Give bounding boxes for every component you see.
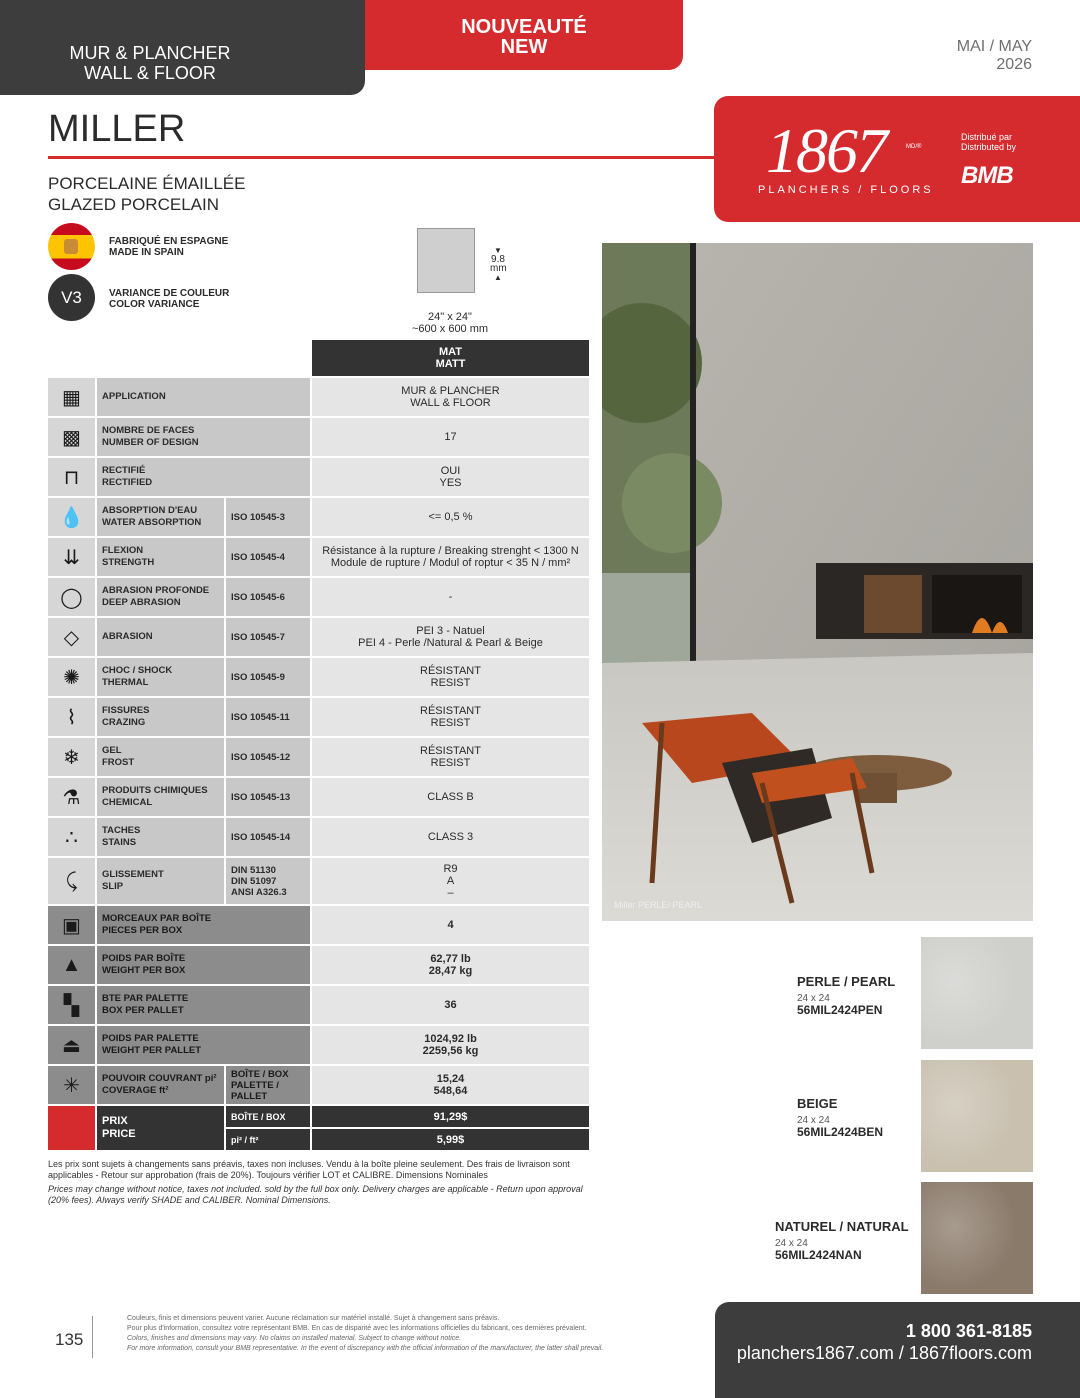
- new-badge: [365, 0, 683, 70]
- chemical-icon: ⚗: [48, 778, 97, 818]
- price-label-fr: PRIX: [102, 1115, 128, 1127]
- spec-value-2: YES: [439, 477, 462, 489]
- spec-label-fr: CHOC / SHOCK: [102, 665, 173, 676]
- badge-fr: NOUVEAUTÉ: [461, 16, 587, 38]
- spec-label: [97, 418, 310, 458]
- date-month: MAI / MAY: [956, 38, 1032, 55]
- tile-grid-icon: ▦: [48, 378, 97, 418]
- type-fr: PORCELAINE ÉMAILLÉE: [48, 174, 246, 193]
- coverage-units: [224, 1066, 310, 1106]
- spec-value: [310, 658, 589, 698]
- price-unit-sqft: pi² / ft²: [224, 1129, 310, 1152]
- swatch-code: 56MIL2424PEN: [797, 1003, 883, 1017]
- spec-label: [97, 578, 224, 618]
- packing-label-fr: POIDS PAR PALETTE: [102, 1033, 199, 1044]
- spec-standard: ISO 10545-14: [224, 818, 310, 858]
- contact-block: [715, 1302, 1080, 1398]
- weight-icon: ▲: [48, 946, 97, 986]
- spec-label-en: WATER ABSORPTION: [102, 517, 202, 528]
- packing-label-fr: POIDS PAR BOÎTE: [102, 953, 186, 964]
- deep-abrasion-icon: ◯: [48, 578, 97, 618]
- swatch-size: 24 x 24: [797, 993, 830, 1004]
- spec-label-en: RECTIFIED: [102, 477, 153, 488]
- swatch-code: 56MIL2424NAN: [775, 1248, 862, 1262]
- packing-row: [48, 986, 589, 1026]
- spec-label-fr: FLEXION: [102, 545, 144, 556]
- spec-label-fr: ABRASION: [102, 631, 153, 642]
- snowflake-icon: ❄: [48, 738, 97, 778]
- distributed-fr: Distribué par: [961, 132, 1013, 142]
- category-en: WALL & FLOOR: [84, 63, 216, 83]
- packing-value-1: 36: [444, 999, 457, 1011]
- brand-tagline: PLANCHERS / FLOORS: [758, 184, 934, 196]
- spec-value: [310, 818, 589, 858]
- price-label: [97, 1106, 224, 1152]
- coverage-unit-pallet: PALETTE / PALLET: [231, 1079, 279, 1102]
- spec-row: [48, 578, 589, 618]
- spec-value: [310, 738, 589, 778]
- price-notes: [48, 1159, 593, 1206]
- issue-date: [957, 38, 1032, 74]
- spec-row: [48, 818, 589, 858]
- spec-standard: ISO 10545-4: [224, 538, 310, 578]
- distributed-by: [961, 132, 1016, 152]
- spec-label-en: THERMAL: [102, 677, 149, 688]
- slip-icon: ⤹: [48, 858, 97, 906]
- spec-row: [48, 498, 589, 538]
- spec-value-2: WALL & FLOOR: [410, 397, 491, 409]
- boxes-icon: ▣: [48, 906, 97, 946]
- tile-shape-icon: [417, 228, 475, 293]
- price-row: [48, 1106, 589, 1129]
- disclaimer-en1: Colors, finishes and dimensions may vary. No claims on installed material. Subject to change without notice.: [127, 1335, 462, 1342]
- spec-value-1: Résistance à la rupture / Breaking strenght < 1300 N: [322, 545, 579, 557]
- product-type: [48, 173, 245, 215]
- spec-label-en: NUMBER OF DESIGN: [102, 437, 199, 448]
- spec-label: [97, 538, 224, 578]
- coverage-row: [48, 1066, 589, 1106]
- packing-label: [97, 946, 310, 986]
- spec-label-fr: NOMBRE DE FACES: [102, 425, 195, 436]
- price-label-en: PRICE: [102, 1128, 136, 1140]
- footer-disclaimer: [127, 1314, 667, 1354]
- packing-label-en: WEIGHT PER BOX: [102, 965, 186, 976]
- packing-label: [97, 1026, 310, 1066]
- disclaimer-fr1: Couleurs, finis et dimensions peuvent varier. Aucune réclamation sur matériel installé. Sujet à changement sans préavis.: [127, 1315, 500, 1322]
- finish-fr: MAT: [438, 346, 462, 358]
- spain-flag-icon: [48, 223, 95, 270]
- swatch-size: 24 x 24: [775, 1238, 808, 1249]
- packing-value: [310, 1026, 589, 1066]
- spec-value: [310, 458, 589, 498]
- variance-fr: VARIANCE DE COULEUR: [109, 288, 230, 299]
- spec-value-1: CLASS B: [427, 791, 474, 803]
- crazing-icon: ⌇: [48, 698, 97, 738]
- diamond-icon: ◇: [48, 618, 97, 658]
- origin-en: MADE IN SPAIN: [109, 247, 184, 258]
- spec-value: [310, 378, 589, 418]
- spec-value-2: RESIST: [430, 677, 471, 689]
- slip-standard: DIN 51130: [231, 864, 276, 876]
- spec-label: [97, 378, 310, 418]
- brand-trademark: MD/®: [906, 144, 922, 150]
- spec-row: [48, 378, 589, 418]
- swatch-beige: [921, 1060, 1033, 1172]
- spec-standard: ISO 10545-6: [224, 578, 310, 618]
- disclaimer-en2: For more information, consult your BMB representative. In the event of discrepancy with the official information of the manufacturer, the latter shall prevail.: [127, 1345, 604, 1352]
- swatch-info-pearl: [797, 974, 895, 1017]
- distributed-en: Distributed by: [961, 142, 1017, 152]
- spec-table: [48, 340, 589, 1152]
- packing-label-fr: MORCEAUX PAR BOÎTE: [102, 913, 212, 924]
- spec-row: [48, 658, 589, 698]
- date-year: 2026: [996, 56, 1032, 73]
- product-title: MILLER: [48, 108, 186, 150]
- spec-label: [97, 618, 224, 658]
- flexion-icon: ⇊: [48, 538, 97, 578]
- spec-label: [97, 818, 224, 858]
- packing-value: [310, 986, 589, 1026]
- category-fr: MUR & PLANCHER: [69, 43, 231, 63]
- spec-standard: [224, 858, 310, 906]
- packing-value-1: 62,77 lb: [430, 953, 471, 965]
- disclaimer-fr2: Pour plus d'information, consultez votre représentant BMB. En cas de disparité avec les informations officielles du fabricant, ces dernières prévalent.: [127, 1325, 587, 1332]
- spec-standard: ISO 10545-7: [224, 618, 310, 658]
- thickness-value: 9.8: [491, 254, 505, 265]
- spec-label: [97, 738, 224, 778]
- spec-value-1: <= 0,5 %: [428, 511, 473, 523]
- packing-label: [97, 986, 310, 1026]
- spec-label-en: CHEMICAL: [102, 797, 153, 808]
- spec-value-1: RÉSISTANT: [420, 665, 481, 677]
- number-faces-icon: ▩: [48, 418, 97, 458]
- spec-value-1: -: [448, 591, 453, 603]
- rectified-icon: ⊓: [48, 458, 97, 498]
- spec-value-2: RESIST: [430, 757, 471, 769]
- spec-value: [310, 858, 589, 906]
- room-photo: [602, 243, 1033, 921]
- size-inches: 24" x 24": [428, 311, 472, 323]
- swatch-code: 56MIL2424BEN: [797, 1125, 884, 1139]
- spec-value: [310, 538, 589, 578]
- spec-value-2: Module de rupture / Modul of roptur < 35 N / mm²: [330, 557, 571, 569]
- price-unit-box: BOÎTE / BOX: [224, 1106, 310, 1129]
- website-link[interactable]: planchers1867.com / 1867floors.com: [736, 1343, 1032, 1363]
- swatch-info-natural: [775, 1219, 909, 1262]
- variance-badge: V3: [48, 274, 95, 321]
- origin-fr: FABRIQUÉ EN ESPAGNE: [109, 236, 229, 247]
- pallet-weight-icon: ⏏: [48, 1026, 97, 1066]
- coverage-label-fr: POUVOIR COUVRANT pi²: [102, 1073, 217, 1084]
- packing-row: [48, 946, 589, 986]
- notes-en: Prices may change without notice, taxes not included. sold by the full box only. Delivery charges are applicable - Return upon approval (20% fees). Always verify SHADE and CALIBER. Nominal Dimensions.: [48, 1184, 583, 1205]
- phone-number[interactable]: 1 800 361-8185: [905, 1321, 1032, 1341]
- spec-value: [310, 698, 589, 738]
- coverage-icon: ✳: [48, 1066, 97, 1106]
- bmb-logo: BMB: [961, 162, 1013, 189]
- photo-caption: Miller PERLE/ PEARL: [614, 900, 703, 910]
- packing-value-1: 1024,92 lb: [424, 1033, 477, 1045]
- spec-row: [48, 538, 589, 578]
- spec-value-1: CLASS 3: [427, 831, 474, 843]
- swatch-name: NATUREL / NATURAL: [775, 1219, 909, 1234]
- spec-row: [48, 778, 589, 818]
- spec-standard: ISO 10545-9: [224, 658, 310, 698]
- pallet-boxes-icon: ▚: [48, 986, 97, 1026]
- title-divider: [48, 156, 721, 159]
- category-banner: [0, 0, 365, 95]
- slip-standard: ANSI A326.3: [231, 886, 287, 898]
- notes-fr: Les prix sont sujets à changements sans préavis, taxes non incluses. Vendu à la boîte pleine seulement. Des frais de livraison sont applicables - Retour sur approbation (frais de 20%). Toujours vérifier LOT et CALIBRE. Dimensions Nominales: [48, 1159, 570, 1180]
- spec-value-1: RÉSISTANT: [420, 745, 481, 757]
- spec-standard: ISO 10545-12: [224, 738, 310, 778]
- spec-label-fr: TACHES: [102, 825, 141, 836]
- spec-label-fr: ABRASION PROFONDE: [102, 585, 210, 596]
- spec-label-en: CRAZING: [102, 717, 146, 728]
- spec-value-1: 17: [444, 431, 457, 443]
- spec-label-fr: GLISSEMENT: [102, 869, 164, 880]
- slip-value: A: [446, 875, 455, 887]
- water-drops-icon: 💧: [48, 498, 97, 538]
- spec-row: [48, 698, 589, 738]
- price-swatch: [48, 1106, 97, 1152]
- finish-en: MATT: [435, 358, 466, 370]
- price-value-sqft: 5,99$: [310, 1129, 589, 1152]
- spec-value-1: PEI 3 - Natuel: [416, 625, 485, 637]
- spec-standard: ISO 10545-3: [224, 498, 310, 538]
- spec-row: [48, 618, 589, 658]
- spec-label: [97, 858, 224, 906]
- badge-en: NEW: [500, 36, 548, 58]
- spec-row: [48, 458, 589, 498]
- spec-row-slip: [48, 858, 589, 906]
- spec-label-en: DEEP ABRASION: [102, 597, 181, 608]
- spec-row: [48, 418, 589, 458]
- price-value-box: 91,29$: [310, 1106, 589, 1129]
- packing-value: [310, 906, 589, 946]
- slip-value: R9: [443, 863, 458, 875]
- spec-label: [97, 458, 310, 498]
- packing-label-en: PIECES PER BOX: [102, 925, 183, 936]
- spec-label-fr: GEL: [102, 745, 122, 756]
- spec-label-en: SLIP: [102, 881, 124, 892]
- swatch-natural: [921, 1182, 1033, 1294]
- spec-value: [310, 418, 589, 458]
- tile-dimensions: [410, 311, 490, 335]
- packing-row: [48, 906, 589, 946]
- packing-row: [48, 1026, 589, 1066]
- spec-value: [310, 498, 589, 538]
- spec-value-1: RÉSISTANT: [420, 705, 481, 717]
- spec-value-2: PEI 4 - Perle /Natural & Pearl & Beige: [358, 637, 543, 649]
- page-number: 135: [55, 1330, 84, 1349]
- spec-label-fr: FISSURES: [102, 705, 150, 716]
- brand-block: [714, 96, 1080, 222]
- type-en: GLAZED PORCELAIN: [48, 195, 219, 214]
- spec-label: [97, 698, 224, 738]
- spec-value: [310, 618, 589, 658]
- packing-label-fr: BTE PAR PALETTE: [102, 993, 189, 1004]
- variance-text: [109, 288, 229, 310]
- swatch-info-beige: [797, 1096, 883, 1139]
- packing-label: [97, 906, 310, 946]
- slip-standard: DIN 51097: [231, 875, 277, 887]
- spec-value-1: MUR & PLANCHER: [401, 385, 500, 397]
- packing-value: [310, 946, 589, 986]
- coverage-values: [310, 1066, 589, 1106]
- spec-label: [97, 658, 224, 698]
- thickness-unit: mm: [490, 263, 507, 274]
- coverage-value-pallet: 548,64: [433, 1085, 468, 1097]
- stains-icon: ∴: [48, 818, 97, 858]
- slip-value: –: [447, 887, 454, 899]
- spec-value-1: OUI: [440, 465, 461, 477]
- finish-header: [310, 340, 589, 378]
- spec-label: [97, 498, 224, 538]
- spec-label-en: STRENGTH: [102, 557, 155, 568]
- coverage-label: [97, 1066, 224, 1106]
- spec-value: [310, 578, 589, 618]
- origin-text: [109, 236, 228, 258]
- swatch-name: PERLE / PEARL: [797, 974, 896, 989]
- spec-standard: ISO 10545-13: [224, 778, 310, 818]
- footer-divider: [92, 1316, 93, 1358]
- spec-label: [97, 778, 224, 818]
- packing-value-1: 4: [447, 919, 454, 931]
- brand-logo: 1867: [766, 115, 886, 186]
- spec-label-fr: RECTIFIÉ: [102, 465, 146, 476]
- coverage-value-box: 15,24: [436, 1073, 465, 1085]
- spec-value: [310, 778, 589, 818]
- packing-label-en: WEIGHT PER PALLET: [102, 1045, 202, 1056]
- coverage-label-en: COVERAGE ft²: [102, 1085, 169, 1096]
- spec-label-en: STAINS: [102, 837, 137, 848]
- spec-row: [48, 738, 589, 778]
- spec-value-2: RESIST: [430, 717, 471, 729]
- spec-label-fr: APPLICATION: [102, 391, 166, 402]
- spec-label-en: FROST: [102, 757, 135, 768]
- swatch-name: BEIGE: [797, 1096, 838, 1111]
- packing-value-2: 2259,56 kg: [422, 1045, 479, 1057]
- swatch-pearl: [921, 937, 1033, 1049]
- coverage-unit-box: BOÎTE / BOX: [231, 1068, 289, 1080]
- packing-value-2: 28,47 kg: [428, 965, 473, 977]
- spec-label-fr: PRODUITS CHIMIQUES: [102, 785, 208, 796]
- size-mm: ~600 x 600 mm: [411, 323, 489, 335]
- swatch-size: 24 x 24: [797, 1115, 830, 1126]
- thickness-indicator: ▼ 9.8 mm ▲: [490, 246, 507, 282]
- spec-label-fr: ABSORPTION D'EAU: [102, 505, 198, 516]
- variance-en: COLOR VARIANCE: [109, 299, 200, 310]
- spec-standard: ISO 10545-11: [224, 698, 310, 738]
- thermal-shock-icon: ✺: [48, 658, 97, 698]
- packing-label-en: BOX PER PALLET: [102, 1005, 184, 1016]
